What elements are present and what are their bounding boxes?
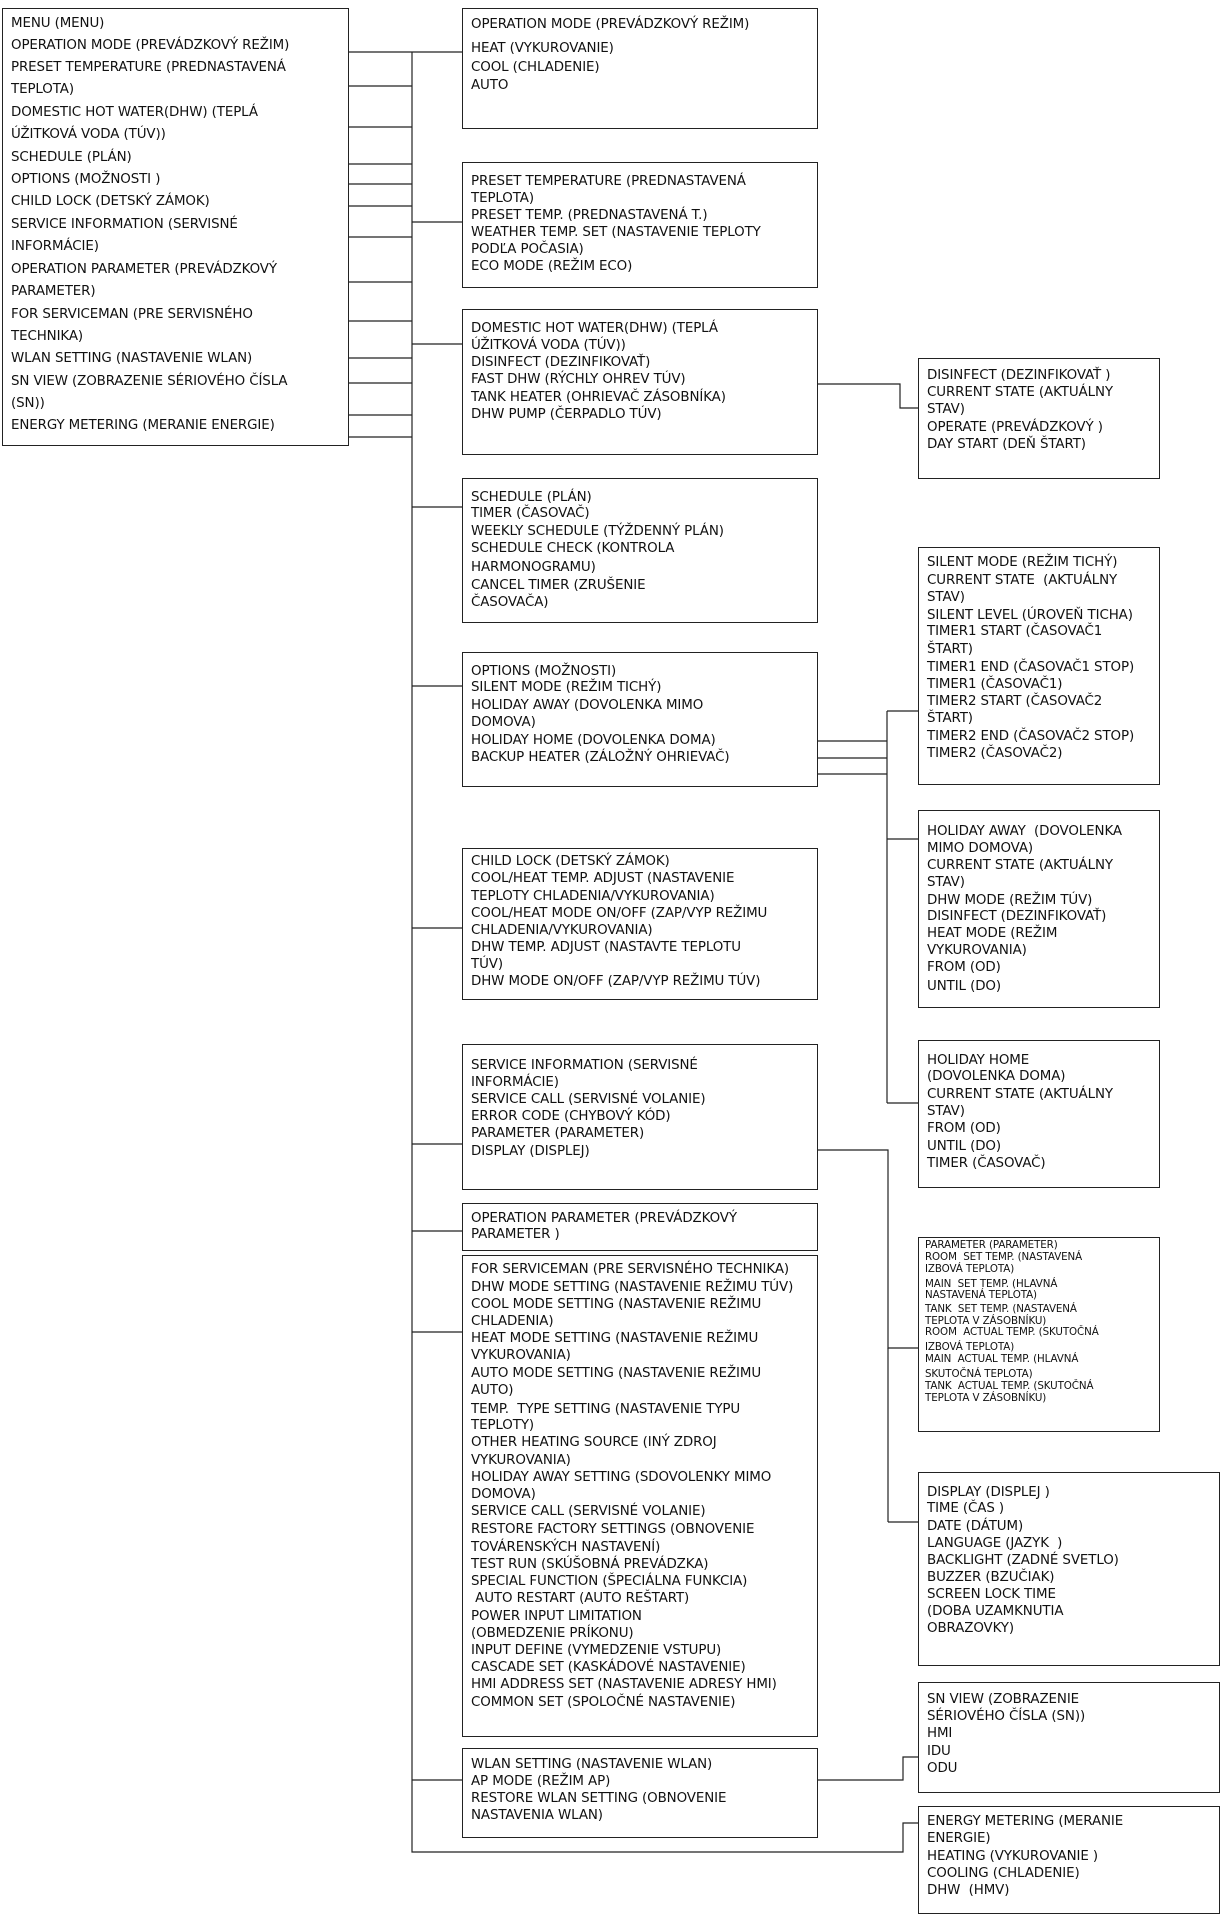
box-line: TEPLOTY) [471,1418,535,1433]
box-line: (DOVOLENKA DOMA) [927,1069,1066,1084]
box-line: HOLIDAY AWAY SETTING (SDOVOLENKY MIMO [471,1470,772,1485]
menu-line: ENERGY METERING (MERANIE ENERGIE) [11,418,275,433]
box-line: SERVICE INFORMATION (SERVISNÉ [471,1058,698,1073]
box-line: COOL/HEAT MODE ON/OFF (ZAP/VYP REŽIMU [471,906,768,921]
operation-mode-box [462,8,818,129]
box-line: WLAN SETTING (NASTAVENIE WLAN) [471,1757,713,1772]
box-line: IDU [927,1744,951,1759]
box-line: RESTORE FACTORY SETTINGS (OBNOVENIE [471,1522,755,1537]
silent-mode-box [918,547,1160,785]
box-line: OPERATION MODE (PREVÁDZKOVÝ REŽIM) [471,17,750,32]
box-line: TANK SET TEMP. (NASTAVENÁ [925,1303,1077,1315]
box-line: TEPLOTA V ZÁSOBNÍKU) [925,1392,1047,1404]
dhw-box [462,309,818,455]
menu-line: OPERATION PARAMETER (PREVÁDZKOVÝ [11,262,277,277]
box-line: ROOM ACTUAL TEMP. (SKUTOČNÁ [925,1326,1099,1338]
box-line: TIMER1 END (ČASOVAČ1 STOP) [927,660,1135,675]
box-line: PARAMETER ) [471,1227,560,1242]
box-line: DHW MODE (REŽIM TÚV) [927,893,1093,908]
box-line: DHW (HMV) [927,1883,1010,1898]
options-box [462,652,818,787]
box-line: HEAT (VYKUROVANIE) [471,41,614,56]
box-line: DATE (DÁTUM) [927,1519,1024,1534]
menu-line: TEPLOTA) [11,82,74,97]
box-line: TÚV) [471,957,503,972]
menu-line: FOR SERVICEMAN (PRE SERVISNÉHO [11,307,253,322]
box-line: AP MODE (REŽIM AP) [471,1774,611,1789]
menu-line: SN VIEW (ZOBRAZENIE SÉRIOVÉHO ČÍSLA [11,374,288,389]
menu-line: SCHEDULE (PLÁN) [11,150,132,165]
box-line: TOVÁRENSKÝCH NASTAVENÍ) [471,1540,661,1555]
box-line: FAST DHW (RÝCHLY OHREV TÚV) [471,372,686,387]
box-line: COMMON SET (SPOLOČNÉ NASTAVENIE) [471,1695,736,1710]
box-line: TANK HEATER (OHRIEVAČ ZÁSOBNÍKA) [471,390,726,405]
box-line: OTHER HEATING SOURCE (INÝ ZDROJ [471,1435,717,1450]
box-line: FOR SERVICEMAN (PRE SERVISNÉHO TECHNIKA) [471,1262,790,1277]
box-line: IZBOVÁ TEPLOTA) [925,1341,1015,1353]
menu-line: OPERATION MODE (PREVÁDZKOVÝ REŽIM) [11,38,290,53]
box-line: DAY START (DEŇ ŠTART) [927,437,1086,452]
box-line: DISINFECT (DEZINFIKOVAŤ) [927,909,1107,924]
box-line: PRESET TEMP. (PREDNASTAVENÁ T.) [471,208,708,223]
box-line: DISPLAY (DISPLEJ ) [927,1485,1050,1500]
box-line: TEST RUN (SKÚŠOBNÁ PREVÁDZKA) [471,1557,709,1572]
box-line: SILENT LEVEL (ÚROVEŇ TICHA) [927,608,1133,623]
box-line: AUTO RESTART (AUTO REŠTART) [471,1591,690,1606]
box-line: ČASOVAČA) [471,595,549,610]
box-line: OBRAZOVKY) [927,1621,1014,1636]
box-line: DOMOVA) [471,1487,536,1502]
box-line: TIMER2 (ČASOVAČ2) [927,746,1063,761]
box-line: BACKUP HEATER (ZÁLOŽNÝ OHRIEVAČ) [471,750,730,765]
box-line: FROM (OD) [927,1121,1001,1136]
box-line: HOLIDAY AWAY (DOVOLENKA [927,824,1122,839]
holiday-home-box [918,1040,1160,1188]
box-line: OPTIONS (MOŽNOSTI) [471,664,617,679]
box-line: DHW MODE SETTING (NASTAVENIE REŽIMU TÚV) [471,1280,794,1295]
menu-line: WLAN SETTING (NASTAVENIE WLAN) [11,351,253,366]
box-line: PARAMETER (PARAMETER) [471,1126,645,1141]
menu-line: SERVICE INFORMATION (SERVISNÉ [11,217,238,232]
disinfect-box [918,358,1160,479]
box-line: ŠTART) [927,711,973,726]
box-line: CASCADE SET (KASKÁDOVÉ NASTAVENIE) [471,1660,746,1675]
menu-line: MENU (MENU) [11,16,105,31]
child-lock-box [462,848,818,1000]
service-information-box [462,1044,818,1190]
box-line: TIMER (ČASOVAČ) [471,506,590,521]
menu-line: INFORMÁCIE) [11,239,99,254]
box-line: ERROR CODE (CHYBOVÝ KÓD) [471,1109,671,1124]
preset-temperature-box [462,162,818,288]
box-line: COOL/HEAT TEMP. ADJUST (NASTAVENIE [471,871,735,886]
box-line: TIMER (ČASOVAČ) [927,1156,1046,1171]
box-line: CHLADENIA/VYKUROVANIA) [471,923,653,938]
energy-metering-box [918,1806,1220,1914]
box-line: HMI [927,1726,953,1741]
box-line: SCHEDULE (PLÁN) [471,490,592,505]
menu-line: DOMESTIC HOT WATER(DHW) (TEPLÁ [11,105,258,120]
box-line: SERVICE CALL (SERVISNÉ VOLANIE) [471,1504,706,1519]
box-line: NASTAVENÁ TEPLOTA) [925,1289,1037,1301]
box-line: SÉRIOVÉHO ČÍSLA (SN)) [927,1709,1086,1724]
menu-line: TECHNIKA) [11,329,84,344]
box-line: HMI ADDRESS SET (NASTAVENIE ADRESY HMI) [471,1677,777,1692]
box-line: STAV) [927,402,965,417]
box-line: DISPLAY (DISPLEJ) [471,1144,590,1159]
box-line: COOL MODE SETTING (NASTAVENIE REŽIMU [471,1297,762,1312]
box-line: SERVICE CALL (SERVISNÉ VOLANIE) [471,1092,706,1107]
box-line: DISINFECT (DEZINFIKOVAŤ ) [927,368,1111,383]
box-line: NASTAVENIA WLAN) [471,1808,603,1823]
box-line: STAV) [927,590,965,605]
menu-box [2,8,349,446]
box-line: TIMER1 (ČASOVAČ1) [927,677,1063,692]
box-line: UNTIL (DO) [927,1139,1001,1154]
display-box [918,1472,1220,1666]
box-line: MAIN SET TEMP. (HLAVNÁ [925,1278,1058,1290]
menu-line: OPTIONS (MOŽNOSTI ) [11,172,161,187]
box-line: DOMESTIC HOT WATER(DHW) (TEPLÁ [471,321,718,336]
box-line: ECO MODE (REŽIM ECO) [471,259,633,274]
box-line: TIMER1 START (ČASOVAČ1 [927,624,1103,639]
box-line: FROM (OD) [927,960,1001,975]
box-line: COOL (CHLADENIE) [471,60,600,75]
box-line: AUTO [471,78,509,93]
box-line: HEAT MODE (REŽIM [927,926,1058,941]
box-line: STAV) [927,875,965,890]
box-line: HOLIDAY HOME [927,1053,1030,1068]
box-line: OPERATION PARAMETER (PREVÁDZKOVÝ [471,1211,737,1226]
holiday-away-box [918,810,1160,1008]
box-line: CURRENT STATE (AKTUÁLNY [927,385,1113,400]
box-line: BUZZER (BZUČIAK) [927,1570,1055,1585]
box-line: POWER INPUT LIMITATION [471,1609,642,1624]
box-line: CURRENT STATE (AKTUÁLNY [927,858,1113,873]
box-line: CURRENT STATE (AKTUÁLNY [927,1087,1113,1102]
box-line: DOMOVA) [471,715,536,730]
box-line: TEPLOTY CHLADENIA/VYKUROVANIA) [471,889,715,904]
box-line: ÚŽITKOVÁ VODA (TÚV)) [471,338,626,353]
box-line: PARAMETER (PARAMETER) [925,1239,1058,1251]
box-line: CHILD LOCK (DETSKÝ ZÁMOK) [471,854,670,869]
box-line: SN VIEW (ZOBRAZENIE [927,1692,1080,1707]
box-line: UNTIL (DO) [927,979,1001,994]
box-line: DHW PUMP (ČERPADLO TÚV) [471,407,662,422]
box-line: LANGUAGE (JAZYK ) [927,1536,1063,1551]
box-line: ŠTART) [927,642,973,657]
menu-line: CHILD LOCK (DETSKÝ ZÁMOK) [11,194,210,209]
box-line: MIMO DOMOVA) [927,841,1034,856]
wlan-setting-box [462,1748,818,1838]
box-line: HEAT MODE SETTING (NASTAVENIE REŽIMU [471,1331,759,1346]
parameter-box [918,1237,1160,1432]
menu-line: (SN)) [11,396,45,411]
box-line: SILENT MODE (REŽIM TICHÝ) [471,680,662,695]
operation-parameter-box [462,1203,818,1251]
box-line: CURRENT STATE (AKTUÁLNY [927,573,1118,588]
box-line: TEPLOTA) [471,191,534,206]
box-line: (DOBA UZAMKNUTIA [927,1604,1064,1619]
box-line: DISINFECT (DEZINFIKOVAŤ) [471,355,651,370]
box-line: AUTO MODE SETTING (NASTAVENIE REŽIMU [471,1366,762,1381]
box-line: ODU [927,1761,958,1776]
box-line: ROOM SET TEMP. (NASTAVENÁ [925,1251,1083,1263]
box-line: TEMP. TYPE SETTING (NASTAVENIE TYPU [471,1402,741,1417]
box-line: IZBOVÁ TEPLOTA) [925,1263,1015,1275]
box-line: BACKLIGHT (ZADNÉ SVETLO) [927,1553,1119,1568]
menu-line: PARAMETER) [11,284,96,299]
box-line: HOLIDAY AWAY (DOVOLENKA MIMO [471,698,704,713]
box-line: SPECIAL FUNCTION (ŠPECIÁLNA FUNKCIA) [471,1574,748,1589]
box-line: (OBMEDZENIE PRÍKONU) [471,1626,634,1641]
menu-line: PRESET TEMPERATURE (PREDNASTAVENÁ [11,60,286,75]
box-line: VYKUROVANIA) [471,1348,571,1363]
box-line: TIME (ČAS ) [927,1501,1005,1516]
box-line: WEEKLY SCHEDULE (TÝŽDENNÝ PLÁN) [471,524,724,539]
box-line: COOLING (CHLADENIE) [927,1866,1080,1881]
box-line: PODĽA POČASIA) [471,242,584,257]
sn-view-box [918,1682,1220,1793]
box-line: HEATING (VYKUROVANIE ) [927,1849,1098,1864]
box-line: SKUTOČNÁ TEPLOTA) [925,1368,1033,1380]
box-line: ENERGY METERING (MERANIE [927,1814,1124,1829]
box-line: VYKUROVANIA) [471,1453,571,1468]
box-line: TANK ACTUAL TEMP. (SKUTOČNÁ [925,1380,1094,1392]
box-line: OPERATE (PREVÁDZKOVÝ ) [927,420,1103,435]
box-line: SCREEN LOCK TIME [927,1587,1056,1602]
box-line: TIMER2 START (ČASOVAČ2 [927,694,1103,709]
box-line: SCHEDULE CHECK (KONTROLA [471,541,675,556]
schedule-box [462,478,818,623]
box-line: WEATHER TEMP. SET (NASTAVENIE TEPLOTY [471,225,761,240]
box-line: RESTORE WLAN SETTING (OBNOVENIE [471,1791,727,1806]
menu-line: ÚŽITKOVÁ VODA (TÚV)) [11,127,166,142]
box-line: HOLIDAY HOME (DOVOLENKA DOMA) [471,733,716,748]
box-line: DHW TEMP. ADJUST (NASTAVTE TEPLOTU [471,940,741,955]
box-line: MAIN ACTUAL TEMP. (HLAVNÁ [925,1353,1079,1365]
box-line: TEPLOTA V ZÁSOBNÍKU) [925,1315,1047,1327]
for-serviceman-box [462,1255,818,1737]
box-line: DHW MODE ON/OFF (ZAP/VYP REŽIMU TÚV) [471,974,761,989]
box-line: CHLADENIA) [471,1314,554,1329]
box-line: INPUT DEFINE (VYMEDZENIE VSTUPU) [471,1643,722,1658]
box-line: HARMONOGRAMU) [471,560,596,575]
box-line: ENERGIE) [927,1831,991,1846]
box-line: AUTO) [471,1383,514,1398]
box-line: VYKUROVANIA) [927,943,1027,958]
box-line: CANCEL TIMER (ZRUŠENIE [471,578,646,593]
box-line: PRESET TEMPERATURE (PREDNASTAVENÁ [471,174,746,189]
box-line: INFORMÁCIE) [471,1075,559,1090]
box-line: TIMER2 END (ČASOVAČ2 STOP) [927,729,1135,744]
box-line: STAV) [927,1104,965,1119]
box-line: SILENT MODE (REŽIM TICHÝ) [927,555,1118,570]
